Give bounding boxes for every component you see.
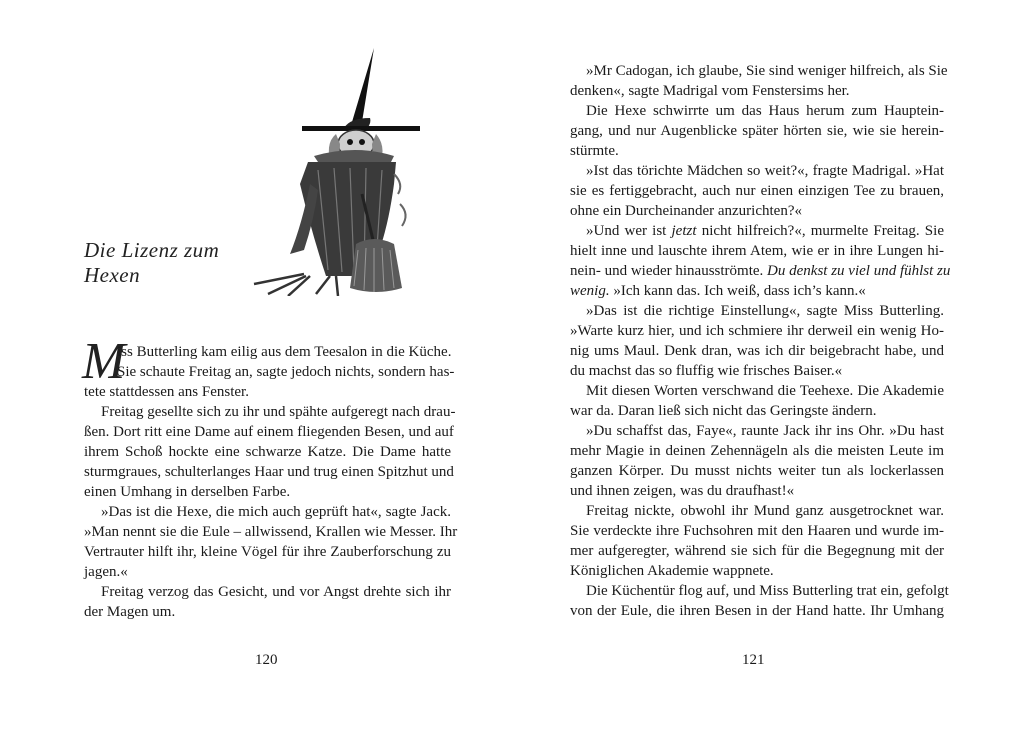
text-line: »Du schaffst das, Faye«, raunte Jack ihr ins Ohr. »Du hast [586,423,944,439]
text-line: ohne ein Durcheinander anzurichten?« [570,203,802,219]
text-line: jagen.« [84,564,128,580]
text-line: »Warte kurz hier, und ich schmiere ihr derweil ein wenig Ho- [570,323,944,339]
text-line: Sie schaute Freitag an, sagte jedoch nichts, sondern has- [117,364,455,380]
text-line: du machst das so fluffig wie frisches Baiser.« [570,363,843,379]
text-line: »Und wer ist jetzt nicht hilfreich?«, murmelte Freitag. Sie [586,223,944,239]
text-line: iss Butterling kam eilig aus dem Teesalon in die Küche. [117,344,452,360]
text-line: nig ums Maul. Denk dran, was ich dir beigebracht habe, und [570,343,944,359]
chapter-title-line-2: Hexen [84,263,141,287]
chapter-title-line-1: Die Lizenz zum [84,238,220,262]
drop-cap: M [82,333,126,390]
chapter-title [84,238,219,288]
witch-illustration [244,44,424,296]
text-line: »Ist das törichte Mädchen so weit?«, fragte Madrigal. »Hat [586,163,944,179]
page-number: 121 [742,652,765,668]
text-line: denken«, sagte Madrigal vom Fenstersims her. [570,83,850,99]
text-line: Die Küchentür flog auf, und Miss Butterling trat ein, gefolgt [586,583,949,599]
text-line: Freitag nickte, obwohl ihr Mund ganz ausgetrocknet war. [586,503,944,519]
text-line: »Das ist die richtige Einstellung«, sagte Miss Butterling. [586,303,944,319]
text-line: ßen. Dort ritt eine Dame auf einem fliegenden Besen, und auf [84,424,454,440]
text-line: stürmte. [570,143,619,159]
text-line: sie es fertiggebracht, auch nur einen einzigen Tee zu brauen, [570,183,944,199]
text-line: einen Umhang in derselben Farbe. [84,484,291,500]
text-line: war da. Daran ließ sich nicht das Geringste ändern. [570,403,877,419]
text-line: Sie verdeckte ihre Fuchsohren mit den Haaren und wurde im- [570,523,944,539]
text-line: »Mr Cadogan, ich glaube, Sie sind weniger hilfreich, als Sie [586,63,948,79]
text-line: der Magen um. [84,604,176,620]
text-line: und ihnen zeigen, was du draufhast!« [570,483,795,499]
page-number: 120 [255,652,278,668]
text-line: Freitag gesellte sich zu ihr und spähte aufgeregt nach drau- [101,404,456,420]
right-page [510,0,1020,738]
text-line: Mit diesen Worten verschwand die Teehexe. Die Akademie [586,383,944,399]
text-line: »Das ist die Hexe, die mich auch geprüft hat«, sagte Jack. [101,504,451,520]
text-line: nein- und wieder hinausströmte. Du denkst zu viel und fühlst zu [570,263,951,279]
text-line: ihrem Schoß hockte eine schwarze Katze. Die Dame hatte [84,444,451,460]
text-line: Die Hexe schwirrte um das Haus herum zum Hauptein- [586,103,944,119]
text-line: Freitag verzog das Gesicht, und vor Angst drehte sich ihr [101,584,451,600]
text-line: »Man nennt sie die Eule – allwissend, Krallen wie Messer. Ihr [84,524,458,540]
text-line: hielt inne und lauschte ihrem Atem, wie er in ihre Lungen hi- [570,243,944,259]
text-line: wenig. »Ich kann das. Ich weiß, dass ich’s kann.« [570,283,866,299]
text-line: ganzen Körper. Du musst nichts weiter tun als lockerlassen [570,463,944,479]
text-line: Vertrauter hilft ihr, kleine Vögel für ihre Zauberforschung zu [84,544,451,560]
text-line: sturmgraues, schulterlanges Haar und trug einen Spitzhut und [84,464,454,480]
text-line: gang, und nur Augenblicke später hörten sie, wie sie herein- [570,123,944,139]
text-line: von der Eule, die ihren Besen in der Hand hatte. Ihr Umhang [570,603,944,619]
text-line: mehr Magie in deinen Zehennägeln als die meisten Leute im [570,443,944,459]
text-line: Königlichen Akademie wappnete. [570,563,774,579]
text-line: tete stattdessen ans Fenster. [84,384,249,400]
text-line: mer aufgeregter, während sie sich für die Begegnung mit der [570,543,944,559]
